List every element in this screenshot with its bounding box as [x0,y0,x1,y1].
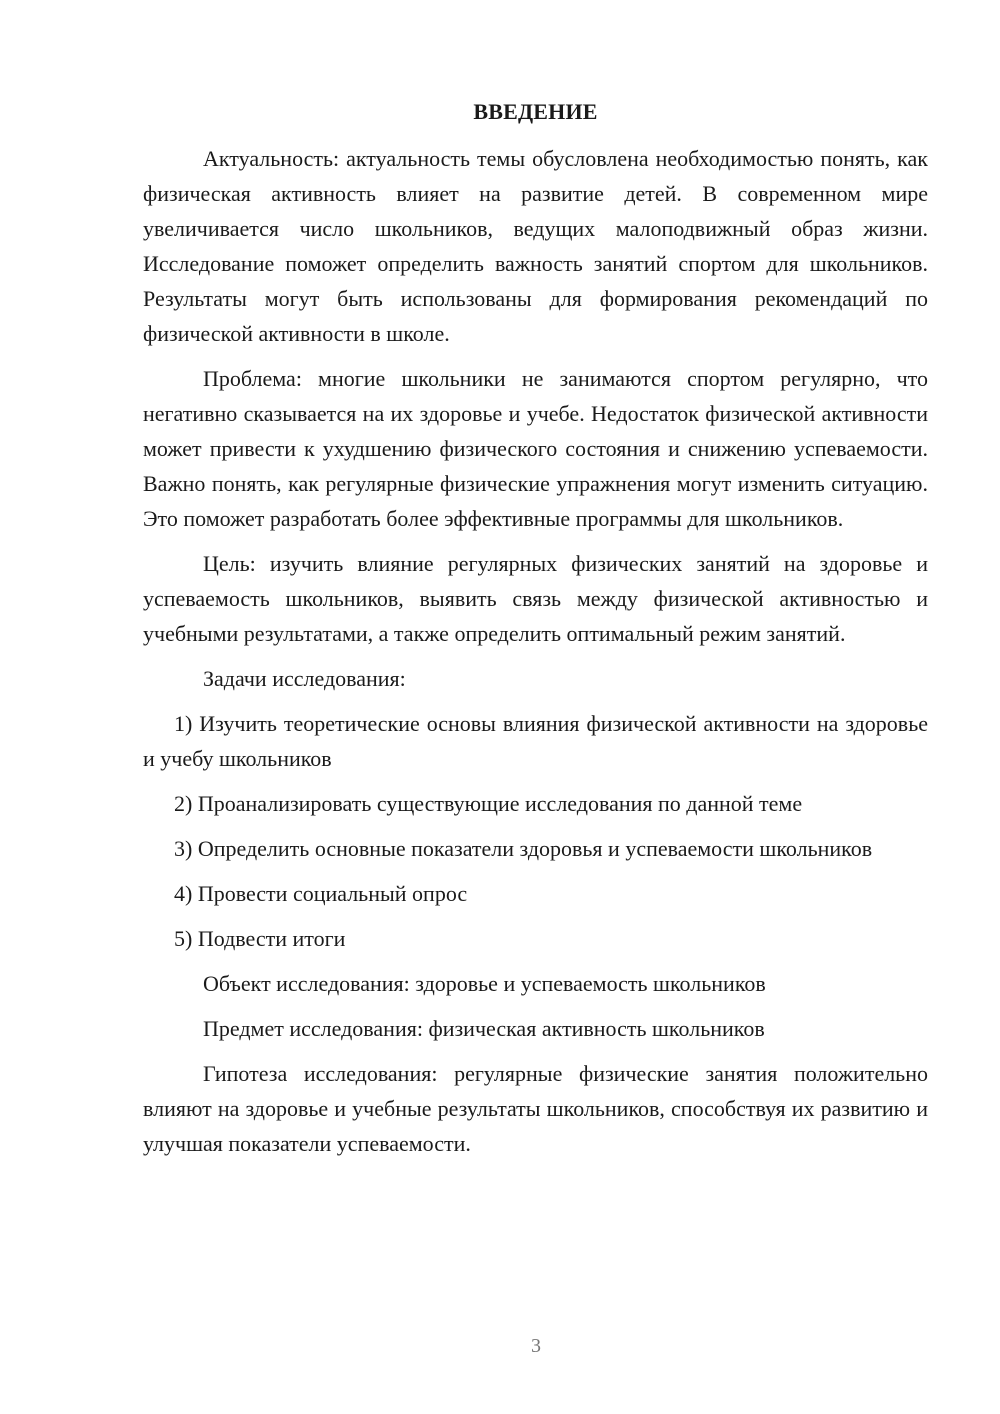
object-paragraph: Объект исследования: здоровье и успеваемость школьников [203,971,766,996]
list-item: 1) Изучить теоретические основы влияния физической активности на здоровье и учебу школьников [143,711,928,771]
goal-paragraph: Цель: изучить влияние регулярных физических занятий на здоровье и успеваемость школьников, выявить связь между физической активностью и учебными результатами, а также определить оптимальный режим занятий. [143,551,928,646]
list-item: 4) Провести социальный опрос [174,881,468,906]
list-item: 2) Проанализировать существующие исследования по данной теме [174,791,803,816]
hypothesis-paragraph: Гипотеза исследования: регулярные физические занятия положительно влияют на здоровье и учебные результаты школьников, способствуя их развитию и улучшая показатели успеваемости. [143,1061,928,1156]
relevance-paragraph: Актуальность: актуальность темы обусловлена необходимостью понять, как физическая активность влияет на развитие детей. В современном мире увеличивается число школьников, ведущих малоподвижный образ жизни. Исследование поможет определить важность занятий спортом для школьников. Результаты могут быть использованы для формирования рекомендаций по физической активности в школе. [143,146,928,346]
subject-paragraph: Предмет исследования: физическая активность школьников [203,1016,765,1041]
problem-paragraph: Проблема: многие школьники не занимаются спортом регулярно, что негативно сказывается на их здоровье и учебе. Недостаток физической активности может привести к ухудшению физического состояния и снижению успеваемости. Важно понять, как регулярные физические упражнения могут изменить ситуацию. Это поможет разработать более эффективные программы для школьников. [143,366,928,531]
list-item: 5) Подвести итоги [174,926,346,951]
tasks-list [143,706,928,956]
page-title: ВВЕДЕНИЕ [473,99,598,124]
list-item: 3) Определить основные показатели здоровья и успеваемости школьников [174,836,873,861]
tasks-heading: Задачи исследования: [203,666,406,691]
document-page [143,94,928,1161]
page-number: 3 [531,1335,541,1357]
